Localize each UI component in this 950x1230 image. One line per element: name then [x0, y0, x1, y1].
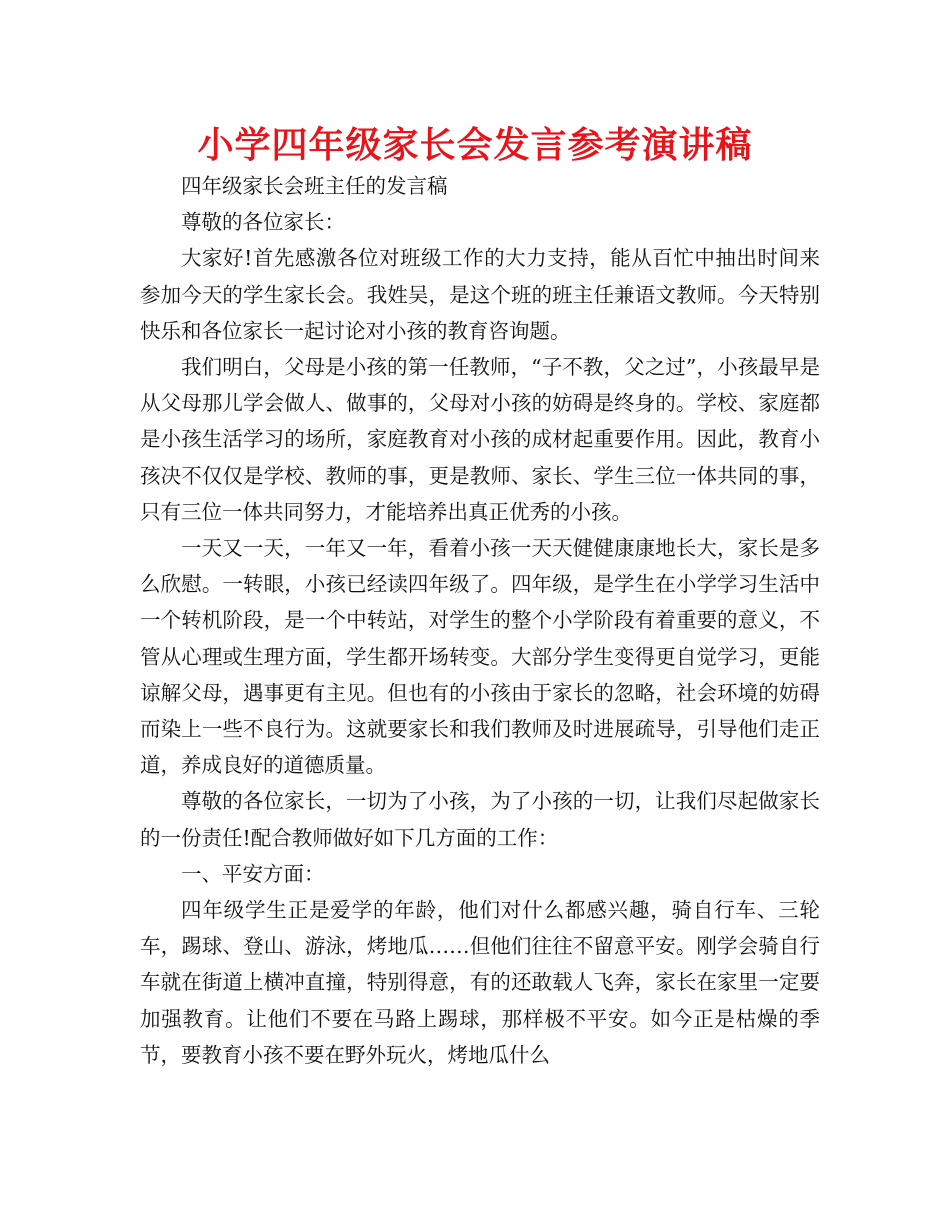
paragraph-fourth-grade: 一天又一天，一年又一年，看着小孩一天天健健康康地长大，家长是多么欣慰。一转眼，小孩已经读四年级了。四年级，是学生在小学学习生活中一个转机阶段，是一个中转站，对学生的整个小学阶段有着重要的意义，不管从心理或生理方面，学生都开场转变。大部分学生变得更自觉学习，更能谅解父母，遇事更有主见。但也有的小孩由于家长的忽略，社会环境的妨碍而染上一些不良行为。这就要家长和我们教师及时进展疏导，引导他们走正道，养成良好的道德质量。 [140, 536, 820, 778]
paragraph-parents-role: 我们明白，父母是小孩的第一任教师，“子不教，父之过”，小孩最早是从父母那儿学会做人、做事的，父母对小孩的妨碍是终身的。学校、家庭都是小孩生活学习的场所，家庭教育对小孩的成材起重要作用。因此，教育小孩决不仅仅是学校、教师的事，更是教师、家长、学生三位一体共同的事，只有三位一体共同努力，才能培养出真正优秀的小孩。 [140, 355, 820, 524]
paragraph-safety: 四年级学生正是爱学的年龄，他们对什么都感兴趣，骑自行车、三轮车，踢球、登山、游泳，烤地瓜……但他们往往不留意平安。刚学会骑自行车就在街道上横冲直撞，特别得意，有的还敢载人飞奔，家长在家里一定要加强教育。让他们不要在马路上踢球，那样极不平安。如今正是枯燥的季节，要教育小孩不要在野外玩火，烤地瓜什么 [140, 898, 820, 1067]
paragraph-greeting: 大家好!首先感激各位对班级工作的大力支持，能从百忙中抽出时间来参加今天的学生家长会。我姓吴，是这个班的班主任兼语文教师。今天特别快乐和各位家长一起讨论对小孩的教育咨询题。 [140, 246, 820, 343]
paragraph-salutation: 尊敬的各位家长： [181, 210, 345, 235]
document-body [140, 168, 820, 1073]
paragraph-subtitle: 四年级家长会班主任的发言稿 [181, 174, 448, 198]
document-title: 小学四年级家长会发言参考演讲稿 [197, 125, 753, 166]
paragraph-appeal: 尊敬的各位家长，一切为了小孩，为了小孩的一切，让我们尽起做家长的一份责任!配合教师做好如下几方面的工作： [140, 789, 820, 850]
section-heading-safety: 一、平安方面： [181, 861, 325, 886]
